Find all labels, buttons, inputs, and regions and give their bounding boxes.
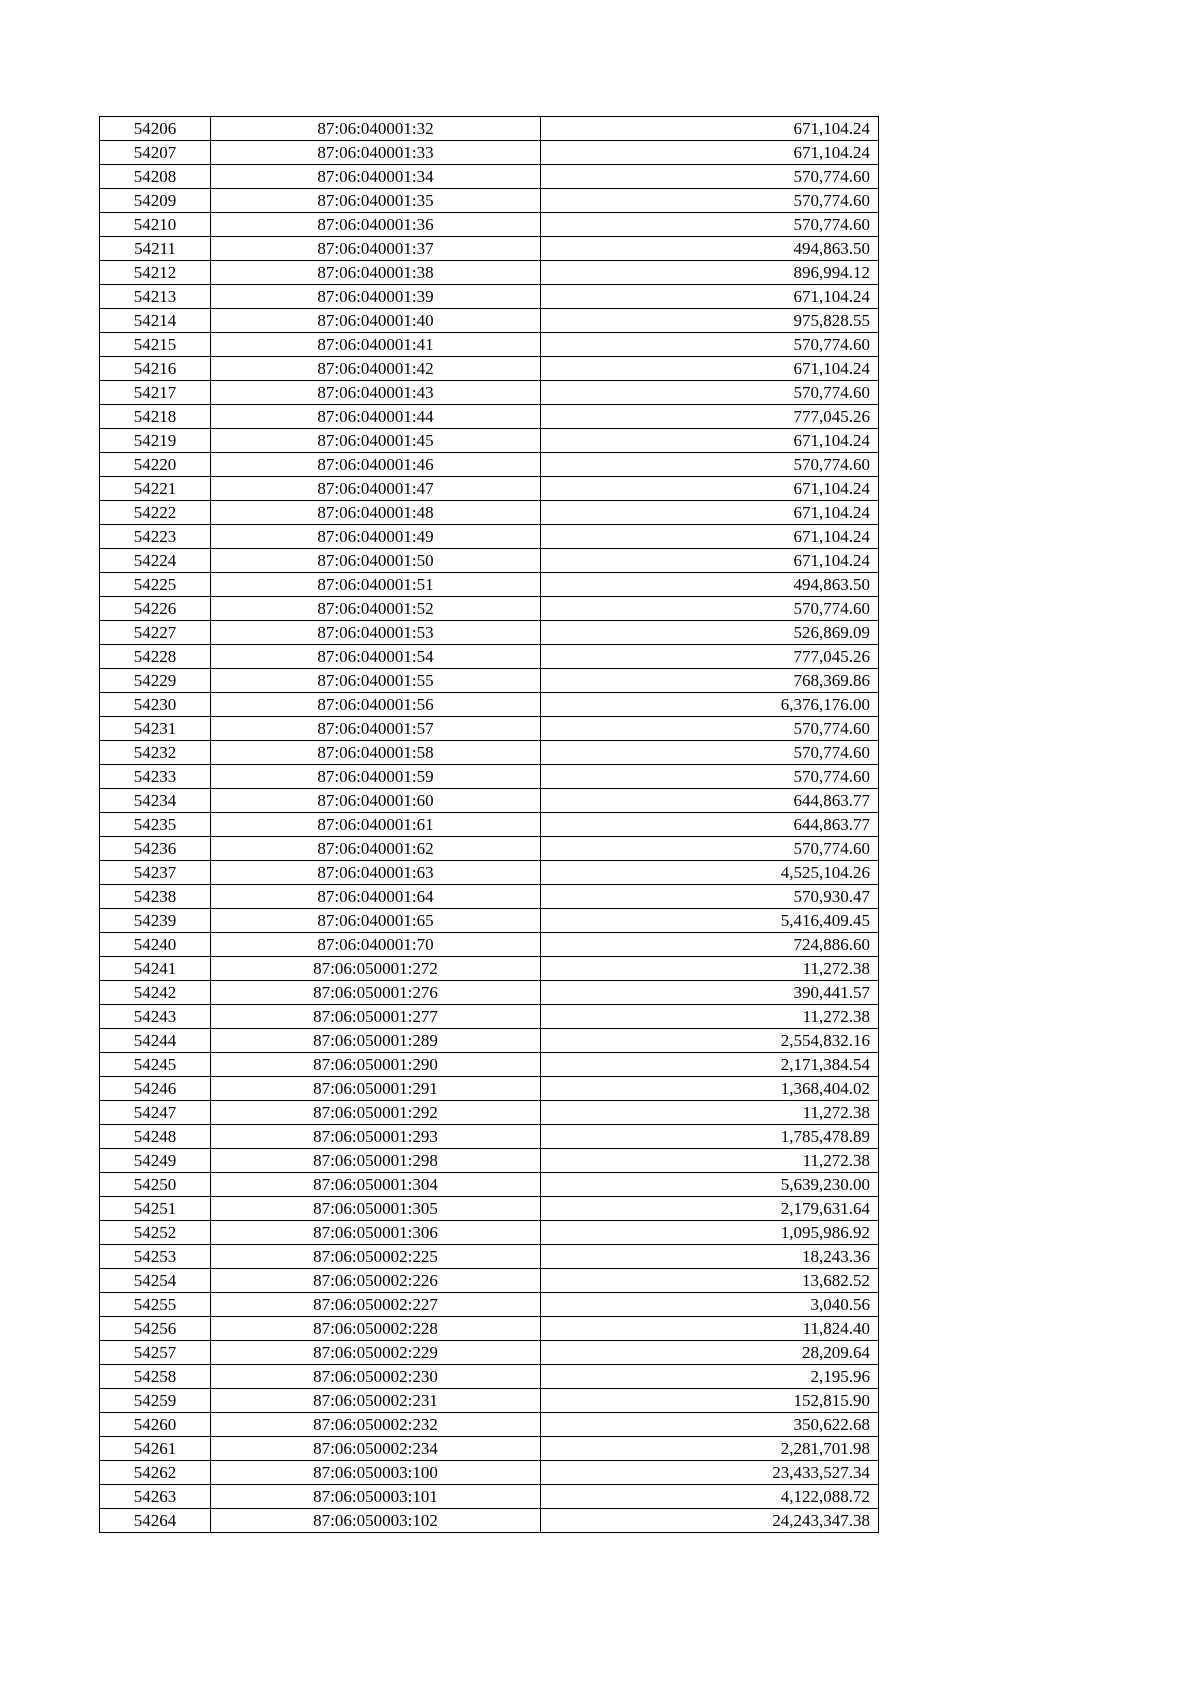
table-row	[100, 1341, 879, 1365]
row-number-cell: 54250	[100, 1173, 211, 1197]
row-number-cell: 54218	[100, 405, 211, 429]
row-number-cell: 54242	[100, 981, 211, 1005]
table-row	[100, 1101, 879, 1125]
row-number-cell: 54263	[100, 1485, 211, 1509]
table-row	[100, 1053, 879, 1077]
table-row	[100, 357, 879, 381]
row-number-cell: 54235	[100, 813, 211, 837]
cadastral-value-cell: 671,104.24	[541, 501, 879, 525]
cadastral-value-cell: 570,774.60	[541, 597, 879, 621]
cadastral-value-cell: 644,863.77	[541, 813, 879, 837]
row-number-cell: 54253	[100, 1245, 211, 1269]
row-number-cell: 54229	[100, 669, 211, 693]
cadastral-number-cell: 87:06:050003:102	[211, 1509, 541, 1533]
row-number-cell: 54215	[100, 333, 211, 357]
table-row	[100, 909, 879, 933]
table-row	[100, 429, 879, 453]
cadastral-number-cell: 87:06:050002:234	[211, 1437, 541, 1461]
cadastral-value-cell: 3,040.56	[541, 1293, 879, 1317]
table-row	[100, 645, 879, 669]
cadastral-number-cell: 87:06:050002:229	[211, 1341, 541, 1365]
row-number-cell: 54226	[100, 597, 211, 621]
table-row	[100, 693, 879, 717]
table-row	[100, 141, 879, 165]
row-number-cell: 54213	[100, 285, 211, 309]
table-row	[100, 1509, 879, 1533]
row-number-cell: 54252	[100, 1221, 211, 1245]
cadastral-number-cell: 87:06:040001:33	[211, 141, 541, 165]
row-number-cell: 54232	[100, 741, 211, 765]
row-number-cell: 54244	[100, 1029, 211, 1053]
cadastral-number-cell: 87:06:050001:305	[211, 1197, 541, 1221]
row-number-cell: 54206	[100, 117, 211, 141]
cadastral-number-cell: 87:06:040001:42	[211, 357, 541, 381]
row-number-cell: 54264	[100, 1509, 211, 1533]
cadastral-value-cell: 570,774.60	[541, 741, 879, 765]
cadastral-value-cell: 11,824.40	[541, 1317, 879, 1341]
table-row	[100, 213, 879, 237]
cadastral-number-cell: 87:06:050002:228	[211, 1317, 541, 1341]
row-number-cell: 54217	[100, 381, 211, 405]
table-row	[100, 813, 879, 837]
cadastral-value-cell: 23,433,527.34	[541, 1461, 879, 1485]
table-row	[100, 333, 879, 357]
cadastral-value-table	[99, 116, 879, 1533]
cadastral-number-cell: 87:06:050002:230	[211, 1365, 541, 1389]
table-row	[100, 1197, 879, 1221]
cadastral-number-cell: 87:06:040001:37	[211, 237, 541, 261]
table-row	[100, 477, 879, 501]
table-row	[100, 309, 879, 333]
table-row	[100, 1389, 879, 1413]
cadastral-value-cell: 777,045.26	[541, 645, 879, 669]
cadastral-number-cell: 87:06:050001:298	[211, 1149, 541, 1173]
cadastral-value-cell: 896,994.12	[541, 261, 879, 285]
cadastral-value-cell: 6,376,176.00	[541, 693, 879, 717]
cadastral-value-cell: 390,441.57	[541, 981, 879, 1005]
cadastral-number-cell: 87:06:040001:65	[211, 909, 541, 933]
cadastral-number-cell: 87:06:040001:48	[211, 501, 541, 525]
cadastral-value-cell: 152,815.90	[541, 1389, 879, 1413]
cadastral-value-cell: 526,869.09	[541, 621, 879, 645]
cadastral-number-cell: 87:06:040001:52	[211, 597, 541, 621]
row-number-cell: 54258	[100, 1365, 211, 1389]
cadastral-value-cell: 671,104.24	[541, 477, 879, 501]
table-row	[100, 1173, 879, 1197]
cadastral-number-cell: 87:06:050002:225	[211, 1245, 541, 1269]
cadastral-number-cell: 87:06:040001:59	[211, 765, 541, 789]
cadastral-number-cell: 87:06:040001:34	[211, 165, 541, 189]
row-number-cell: 54210	[100, 213, 211, 237]
cadastral-value-cell: 644,863.77	[541, 789, 879, 813]
table-row	[100, 1077, 879, 1101]
cadastral-value-cell: 28,209.64	[541, 1341, 879, 1365]
table-row	[100, 1317, 879, 1341]
table-row	[100, 597, 879, 621]
table-row	[100, 501, 879, 525]
cadastral-value-cell: 2,554,832.16	[541, 1029, 879, 1053]
cadastral-value-cell: 768,369.86	[541, 669, 879, 693]
cadastral-value-cell: 494,863.50	[541, 237, 879, 261]
cadastral-number-cell: 87:06:040001:61	[211, 813, 541, 837]
row-number-cell: 54254	[100, 1269, 211, 1293]
row-number-cell: 54248	[100, 1125, 211, 1149]
cadastral-number-cell: 87:06:050001:293	[211, 1125, 541, 1149]
cadastral-value-cell: 777,045.26	[541, 405, 879, 429]
table-row	[100, 285, 879, 309]
cadastral-value-cell: 2,195.96	[541, 1365, 879, 1389]
cadastral-value-cell: 2,281,701.98	[541, 1437, 879, 1461]
cadastral-value-cell: 724,886.60	[541, 933, 879, 957]
cadastral-number-cell: 87:06:050001:276	[211, 981, 541, 1005]
cadastral-number-cell: 87:06:040001:56	[211, 693, 541, 717]
row-number-cell: 54225	[100, 573, 211, 597]
cadastral-value-cell: 570,774.60	[541, 453, 879, 477]
cadastral-value-cell: 671,104.24	[541, 357, 879, 381]
row-number-cell: 54224	[100, 549, 211, 573]
cadastral-number-cell: 87:06:040001:53	[211, 621, 541, 645]
cadastral-number-cell: 87:06:040001:47	[211, 477, 541, 501]
table-row	[100, 1005, 879, 1029]
cadastral-value-cell: 13,682.52	[541, 1269, 879, 1293]
row-number-cell: 54234	[100, 789, 211, 813]
row-number-cell: 54208	[100, 165, 211, 189]
table-row	[100, 669, 879, 693]
table-row	[100, 1293, 879, 1317]
cadastral-number-cell: 87:06:040001:50	[211, 549, 541, 573]
cadastral-value-cell: 4,525,104.26	[541, 861, 879, 885]
cadastral-value-cell: 494,863.50	[541, 573, 879, 597]
table-row	[100, 165, 879, 189]
cadastral-number-cell: 87:06:040001:35	[211, 189, 541, 213]
table-row	[100, 1149, 879, 1173]
cadastral-number-cell: 87:06:040001:58	[211, 741, 541, 765]
row-number-cell: 54211	[100, 237, 211, 261]
row-number-cell: 54207	[100, 141, 211, 165]
cadastral-number-cell: 87:06:040001:49	[211, 525, 541, 549]
cadastral-number-cell: 87:06:040001:40	[211, 309, 541, 333]
cadastral-number-cell: 87:06:040001:62	[211, 837, 541, 861]
cadastral-value-cell: 570,930.47	[541, 885, 879, 909]
cadastral-value-cell: 11,272.38	[541, 1101, 879, 1125]
cadastral-value-cell: 570,774.60	[541, 837, 879, 861]
row-number-cell: 54227	[100, 621, 211, 645]
table-row	[100, 1413, 879, 1437]
row-number-cell: 54249	[100, 1149, 211, 1173]
row-number-cell: 54240	[100, 933, 211, 957]
cadastral-number-cell: 87:06:040001:60	[211, 789, 541, 813]
cadastral-number-cell: 87:06:040001:36	[211, 213, 541, 237]
table-row	[100, 381, 879, 405]
table-row	[100, 117, 879, 141]
row-number-cell: 54209	[100, 189, 211, 213]
table-row	[100, 189, 879, 213]
row-number-cell: 54261	[100, 1437, 211, 1461]
table-row	[100, 1245, 879, 1269]
cadastral-number-cell: 87:06:050001:277	[211, 1005, 541, 1029]
cadastral-value-cell: 570,774.60	[541, 213, 879, 237]
cadastral-value-cell: 570,774.60	[541, 165, 879, 189]
cadastral-number-cell: 87:06:050002:232	[211, 1413, 541, 1437]
row-number-cell: 54255	[100, 1293, 211, 1317]
table-row	[100, 453, 879, 477]
cadastral-number-cell: 87:06:040001:39	[211, 285, 541, 309]
cadastral-value-cell: 671,104.24	[541, 525, 879, 549]
cadastral-number-cell: 87:06:050002:227	[211, 1293, 541, 1317]
row-number-cell: 54212	[100, 261, 211, 285]
table-row	[100, 573, 879, 597]
row-number-cell: 54260	[100, 1413, 211, 1437]
cadastral-number-cell: 87:06:050001:292	[211, 1101, 541, 1125]
cadastral-number-cell: 87:06:050001:304	[211, 1173, 541, 1197]
row-number-cell: 54245	[100, 1053, 211, 1077]
row-number-cell: 54262	[100, 1461, 211, 1485]
table-row	[100, 981, 879, 1005]
cadastral-number-cell: 87:06:050001:289	[211, 1029, 541, 1053]
cadastral-number-cell: 87:06:040001:57	[211, 717, 541, 741]
table-body	[100, 117, 879, 1533]
row-number-cell: 54214	[100, 309, 211, 333]
cadastral-value-cell: 18,243.36	[541, 1245, 879, 1269]
cadastral-number-cell: 87:06:050002:226	[211, 1269, 541, 1293]
row-number-cell: 54228	[100, 645, 211, 669]
cadastral-value-cell: 4,122,088.72	[541, 1485, 879, 1509]
cadastral-number-cell: 87:06:040001:43	[211, 381, 541, 405]
row-number-cell: 54223	[100, 525, 211, 549]
cadastral-number-cell: 87:06:040001:63	[211, 861, 541, 885]
table-row	[100, 885, 879, 909]
table-row	[100, 621, 879, 645]
table-row	[100, 837, 879, 861]
cadastral-number-cell: 87:06:050001:306	[211, 1221, 541, 1245]
table-row	[100, 1125, 879, 1149]
cadastral-value-cell: 570,774.60	[541, 189, 879, 213]
table-row	[100, 717, 879, 741]
cadastral-value-cell: 671,104.24	[541, 285, 879, 309]
table-row	[100, 933, 879, 957]
row-number-cell: 54219	[100, 429, 211, 453]
cadastral-value-cell: 671,104.24	[541, 117, 879, 141]
cadastral-number-cell: 87:06:040001:44	[211, 405, 541, 429]
cadastral-number-cell: 87:06:040001:38	[211, 261, 541, 285]
cadastral-value-cell: 570,774.60	[541, 765, 879, 789]
table-row	[100, 1437, 879, 1461]
cadastral-value-cell: 11,272.38	[541, 1005, 879, 1029]
cadastral-number-cell: 87:06:050002:231	[211, 1389, 541, 1413]
table-row	[100, 1269, 879, 1293]
cadastral-number-cell: 87:06:040001:54	[211, 645, 541, 669]
cadastral-value-cell: 1,095,986.92	[541, 1221, 879, 1245]
cadastral-number-cell: 87:06:040001:64	[211, 885, 541, 909]
row-number-cell: 54236	[100, 837, 211, 861]
cadastral-value-cell: 24,243,347.38	[541, 1509, 879, 1533]
table-row	[100, 261, 879, 285]
table-row	[100, 861, 879, 885]
row-number-cell: 54239	[100, 909, 211, 933]
row-number-cell: 54221	[100, 477, 211, 501]
cadastral-value-cell: 5,639,230.00	[541, 1173, 879, 1197]
row-number-cell: 54220	[100, 453, 211, 477]
row-number-cell: 54243	[100, 1005, 211, 1029]
cadastral-value-cell: 671,104.24	[541, 141, 879, 165]
cadastral-number-cell: 87:06:040001:70	[211, 933, 541, 957]
cadastral-number-cell: 87:06:050001:290	[211, 1053, 541, 1077]
cadastral-number-cell: 87:06:040001:55	[211, 669, 541, 693]
row-number-cell: 54222	[100, 501, 211, 525]
cadastral-value-cell: 2,179,631.64	[541, 1197, 879, 1221]
cadastral-value-cell: 1,368,404.02	[541, 1077, 879, 1101]
row-number-cell: 54251	[100, 1197, 211, 1221]
table-row	[100, 957, 879, 981]
row-number-cell: 54246	[100, 1077, 211, 1101]
cadastral-value-cell: 2,171,384.54	[541, 1053, 879, 1077]
cadastral-number-cell: 87:06:040001:51	[211, 573, 541, 597]
row-number-cell: 54231	[100, 717, 211, 741]
cadastral-number-cell: 87:06:040001:45	[211, 429, 541, 453]
row-number-cell: 54241	[100, 957, 211, 981]
cadastral-value-cell: 975,828.55	[541, 309, 879, 333]
cadastral-value-cell: 350,622.68	[541, 1413, 879, 1437]
table-row	[100, 741, 879, 765]
cadastral-value-cell: 1,785,478.89	[541, 1125, 879, 1149]
row-number-cell: 54247	[100, 1101, 211, 1125]
row-number-cell: 54259	[100, 1389, 211, 1413]
cadastral-value-cell: 671,104.24	[541, 549, 879, 573]
cadastral-value-cell: 671,104.24	[541, 429, 879, 453]
row-number-cell: 54238	[100, 885, 211, 909]
table-row	[100, 1485, 879, 1509]
cadastral-number-cell: 87:06:050001:291	[211, 1077, 541, 1101]
table-row	[100, 549, 879, 573]
table-row	[100, 765, 879, 789]
cadastral-number-cell: 87:06:050003:100	[211, 1461, 541, 1485]
table-row	[100, 1221, 879, 1245]
row-number-cell: 54256	[100, 1317, 211, 1341]
cadastral-number-cell: 87:06:050001:272	[211, 957, 541, 981]
table-row	[100, 405, 879, 429]
cadastral-value-cell: 570,774.60	[541, 333, 879, 357]
cadastral-number-cell: 87:06:040001:32	[211, 117, 541, 141]
row-number-cell: 54233	[100, 765, 211, 789]
cadastral-number-cell: 87:06:040001:41	[211, 333, 541, 357]
cadastral-value-cell: 570,774.60	[541, 717, 879, 741]
cadastral-number-cell: 87:06:040001:46	[211, 453, 541, 477]
table-row	[100, 525, 879, 549]
row-number-cell: 54257	[100, 1341, 211, 1365]
row-number-cell: 54216	[100, 357, 211, 381]
table-row	[100, 789, 879, 813]
row-number-cell: 54230	[100, 693, 211, 717]
cadastral-number-cell: 87:06:050003:101	[211, 1485, 541, 1509]
cadastral-value-cell: 11,272.38	[541, 1149, 879, 1173]
table-row	[100, 237, 879, 261]
table-row	[100, 1029, 879, 1053]
table-row	[100, 1365, 879, 1389]
table-row	[100, 1461, 879, 1485]
cadastral-value-cell: 11,272.38	[541, 957, 879, 981]
cadastral-value-cell: 5,416,409.45	[541, 909, 879, 933]
row-number-cell: 54237	[100, 861, 211, 885]
cadastral-value-cell: 570,774.60	[541, 381, 879, 405]
